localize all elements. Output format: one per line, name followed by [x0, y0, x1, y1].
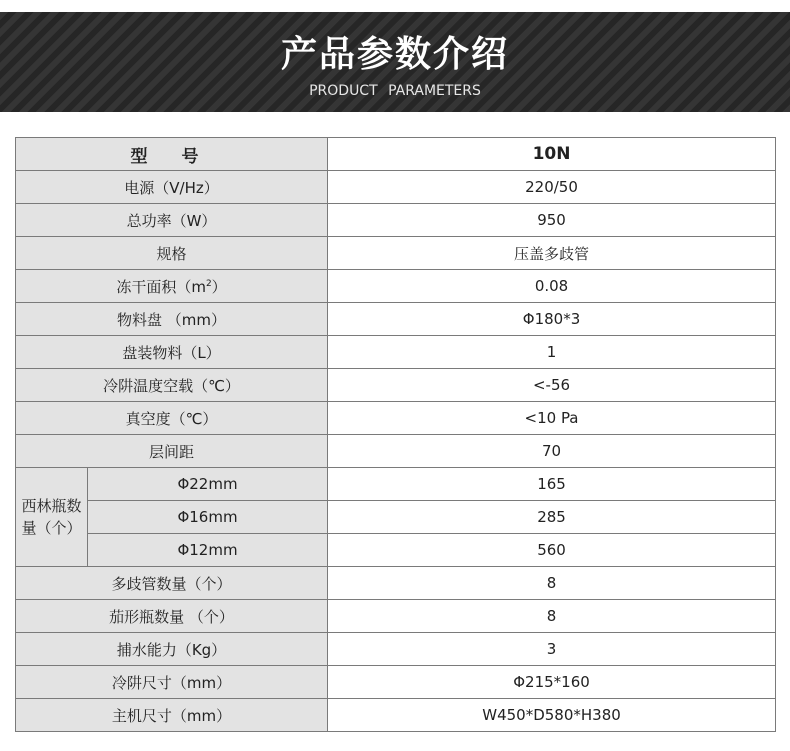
table-row — [16, 666, 776, 699]
row-value: <10 Pa — [328, 402, 776, 435]
table-row — [16, 600, 776, 633]
row-label: 多歧管数量（个） — [16, 567, 328, 600]
row-value: 8 — [328, 600, 776, 633]
header-banner — [0, 12, 790, 112]
header-value: 10N — [328, 138, 776, 171]
row-value: <-56 — [328, 369, 776, 402]
row-label: 茄形瓶数量 （个） — [16, 600, 328, 633]
table-row — [16, 501, 776, 534]
row-label: 总功率（W） — [16, 204, 328, 237]
banner-subtitle: PRODUCT PARAMETERS — [309, 83, 481, 99]
table-row — [16, 435, 776, 468]
row-value: 3 — [328, 633, 776, 666]
row-label: 电源（V/Hz） — [16, 171, 328, 204]
table-row — [16, 171, 776, 204]
row-label: 真空度（℃） — [16, 402, 328, 435]
row-label: Φ12mm — [88, 534, 328, 567]
table-row — [16, 402, 776, 435]
banner-title: 产品参数介绍 — [280, 34, 509, 75]
table-row — [16, 633, 776, 666]
row-label-superscript: 2 — [205, 278, 212, 289]
row-label-text: 冻干面积（m — [116, 277, 206, 296]
table-row — [16, 567, 776, 600]
row-value: 165 — [328, 468, 776, 501]
row-value: W450*D580*H380 — [328, 699, 776, 732]
row-value: 压盖多歧管 — [328, 237, 776, 270]
row-value: 560 — [328, 534, 776, 567]
table-row — [16, 699, 776, 732]
table-header-row — [16, 138, 776, 171]
row-label: 主机尺寸（mm） — [16, 699, 328, 732]
row-value: 8 — [328, 567, 776, 600]
row-label: Φ22mm — [88, 468, 328, 501]
row-value: 0.08 — [328, 270, 776, 303]
row-value: 70 — [328, 435, 776, 468]
row-label: 规格 — [16, 237, 328, 270]
group-label: 西林瓶数量（个） — [16, 468, 88, 567]
table-row — [16, 270, 776, 303]
row-label: 冷阱尺寸（mm） — [16, 666, 328, 699]
table-row — [16, 369, 776, 402]
table-row — [16, 534, 776, 567]
parameters-table — [15, 137, 776, 732]
table-row — [16, 303, 776, 336]
table-row — [16, 336, 776, 369]
row-label: 冷阱温度空载（℃） — [16, 369, 328, 402]
table-row — [16, 237, 776, 270]
row-label — [16, 270, 328, 303]
row-value: 950 — [328, 204, 776, 237]
row-label: 捕水能力（Kg） — [16, 633, 328, 666]
row-value: 1 — [328, 336, 776, 369]
header-label: 型 号 — [16, 138, 328, 171]
table-row — [16, 204, 776, 237]
row-label: 层间距 — [16, 435, 328, 468]
row-value: 220/50 — [328, 171, 776, 204]
row-value: Φ215*160 — [328, 666, 776, 699]
row-label: 物料盘 （mm） — [16, 303, 328, 336]
row-label: Φ16mm — [88, 501, 328, 534]
row-value: Φ180*3 — [328, 303, 776, 336]
row-label-end: ） — [211, 277, 227, 296]
table-row — [16, 468, 776, 501]
row-value: 285 — [328, 501, 776, 534]
row-label: 盘装物料（L） — [16, 336, 328, 369]
